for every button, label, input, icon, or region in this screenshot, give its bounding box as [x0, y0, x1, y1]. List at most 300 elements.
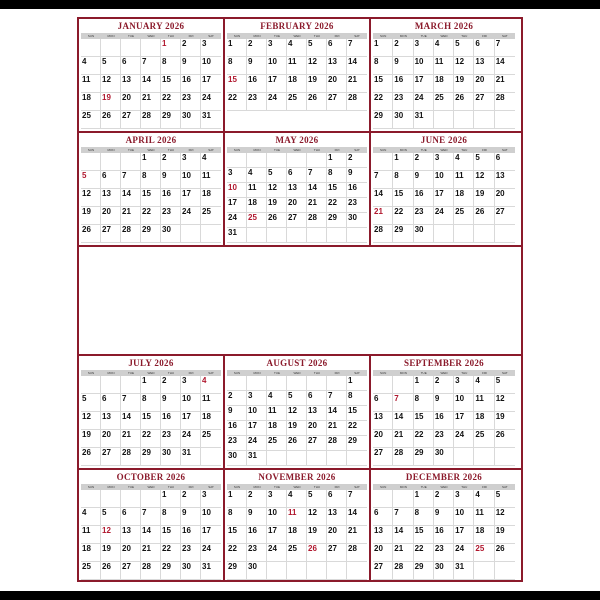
day-number: 3	[455, 490, 460, 499]
weekday-label: THU	[167, 148, 175, 152]
day-cell	[227, 376, 247, 391]
day-number: 19	[82, 207, 91, 216]
day-cell	[307, 490, 327, 508]
day-cell	[121, 207, 141, 225]
day-number: 13	[328, 57, 337, 66]
day-cell	[495, 57, 515, 75]
day-cell	[141, 153, 161, 171]
day-number: 31	[202, 562, 211, 571]
day-cell	[287, 228, 307, 243]
day-number: 24	[182, 430, 191, 439]
day-cell	[434, 57, 454, 75]
day-number: 18	[248, 198, 257, 207]
day-cell	[287, 213, 307, 228]
day-number: 14	[394, 526, 404, 535]
day-cell	[101, 75, 121, 93]
weekday-label: SUN	[379, 34, 387, 38]
weekday-label: WED	[293, 148, 301, 152]
day-number: 10	[268, 508, 277, 517]
day-cell	[181, 207, 201, 225]
weekday-label: SAT	[354, 34, 360, 38]
day-number: 7	[348, 39, 353, 48]
day-cell	[101, 508, 121, 526]
day-number: 9	[394, 57, 399, 66]
day-cell	[327, 228, 347, 243]
day-number: 7	[374, 171, 379, 180]
day-cell	[434, 544, 454, 562]
weekday-label: TUE	[420, 34, 427, 38]
day-number: 27	[122, 562, 131, 571]
day-number: 13	[475, 57, 485, 66]
day-number: 7	[308, 168, 313, 177]
day-number: 6	[122, 508, 127, 517]
day-cell	[247, 213, 267, 228]
day-number: 22	[228, 93, 237, 102]
day-number: 27	[475, 93, 485, 102]
day-cell	[307, 406, 327, 421]
month-title: MARCH 2026	[414, 21, 474, 31]
day-cell	[227, 544, 247, 562]
day-number: 9	[162, 394, 167, 403]
day-number: 23	[434, 544, 444, 553]
day-cell	[287, 93, 307, 111]
day-cell	[81, 544, 101, 562]
day-number: 25	[475, 544, 485, 553]
day-cell	[141, 57, 161, 75]
day-cell	[121, 526, 141, 544]
day-number: 21	[328, 421, 337, 430]
day-number: 3	[414, 39, 420, 48]
day-number: 25	[202, 207, 211, 216]
day-cell	[267, 198, 287, 213]
day-number: 24	[182, 207, 191, 216]
day-number: 10	[182, 394, 191, 403]
day-cell	[247, 421, 267, 436]
day-number: 19	[475, 189, 485, 198]
day-cell	[373, 171, 393, 189]
day-number: 13	[102, 412, 111, 421]
weekday-label: THU	[313, 148, 321, 152]
day-cell	[201, 93, 221, 111]
day-number: 31	[202, 111, 211, 120]
weekday-label: THU	[313, 34, 321, 38]
day-cell	[474, 171, 494, 189]
day-cell	[267, 213, 287, 228]
day-cell	[161, 171, 181, 189]
day-cell	[201, 189, 221, 207]
day-cell	[347, 93, 367, 111]
weekday-label: SAT	[208, 371, 214, 375]
day-number: 21	[348, 526, 357, 535]
day-number: 8	[162, 508, 167, 517]
day-cell	[161, 430, 181, 448]
month-title: JULY 2026	[128, 358, 174, 368]
day-cell	[327, 153, 347, 168]
day-cell	[414, 394, 434, 412]
day-cell	[434, 189, 454, 207]
day-number: 10	[455, 394, 465, 403]
day-number: 2	[162, 153, 167, 162]
day-number: 14	[394, 412, 404, 421]
day-number: 24	[455, 430, 465, 439]
day-cell	[307, 213, 327, 228]
day-cell	[227, 168, 247, 183]
day-number: 28	[394, 562, 404, 571]
day-number: 11	[475, 394, 484, 403]
day-number: 1	[348, 376, 353, 385]
day-number: 5	[268, 168, 273, 177]
day-number: 15	[142, 412, 151, 421]
day-number: 17	[434, 189, 444, 198]
day-cell	[393, 153, 413, 171]
day-cell	[161, 562, 181, 580]
day-cell	[454, 544, 474, 562]
day-number: 14	[374, 189, 383, 198]
day-number: 13	[495, 171, 505, 180]
day-number: 20	[288, 198, 297, 207]
day-number: 21	[122, 207, 131, 216]
day-cell	[201, 171, 221, 189]
day-cell	[414, 430, 434, 448]
day-cell	[307, 544, 327, 562]
day-number: 20	[495, 189, 505, 198]
day-cell	[454, 376, 474, 394]
day-number: 20	[328, 526, 337, 535]
day-cell	[307, 93, 327, 111]
weekday-label: FRI	[482, 485, 487, 489]
day-cell	[307, 436, 327, 451]
day-cell	[454, 394, 474, 412]
yearly-wall-calendar	[77, 17, 523, 582]
day-number: 4	[288, 39, 293, 48]
day-number: 15	[414, 412, 424, 421]
day-cell	[141, 394, 161, 412]
day-number: 30	[394, 111, 404, 120]
day-cell	[347, 406, 367, 421]
weekday-label: TUE	[274, 371, 280, 375]
day-number: 4	[82, 57, 87, 66]
day-cell	[347, 544, 367, 562]
day-cell	[454, 189, 474, 207]
day-cell	[474, 544, 494, 562]
day-cell	[141, 562, 161, 580]
day-cell	[247, 153, 267, 168]
day-cell	[267, 436, 287, 451]
day-number: 5	[308, 490, 313, 499]
day-cell	[307, 153, 327, 168]
day-number: 26	[495, 544, 505, 553]
day-cell	[474, 75, 494, 93]
day-cell	[347, 526, 367, 544]
day-cell	[287, 39, 307, 57]
weekday-label: WED	[440, 148, 448, 152]
day-number: 26	[268, 213, 277, 222]
day-cell	[495, 544, 515, 562]
day-cell	[327, 93, 347, 111]
day-number: 6	[288, 168, 293, 177]
day-cell	[287, 436, 307, 451]
day-cell	[247, 406, 267, 421]
day-number: 27	[374, 448, 383, 457]
day-number: 28	[348, 93, 357, 102]
day-number: 19	[455, 75, 465, 84]
weekday-label: SAT	[502, 148, 508, 152]
day-number: 6	[328, 39, 333, 48]
day-number: 19	[308, 75, 317, 84]
day-cell	[454, 490, 474, 508]
day-number: 7	[328, 391, 333, 400]
day-number: 9	[348, 168, 353, 177]
day-grid	[373, 376, 515, 466]
bottom-black-bar	[0, 591, 600, 600]
day-cell	[287, 562, 307, 580]
day-number: 20	[374, 544, 383, 553]
day-number: 20	[374, 430, 383, 439]
day-grid	[373, 39, 515, 129]
calendar-row-3	[79, 356, 521, 468]
day-cell	[327, 490, 347, 508]
weekday-label: THU	[167, 485, 175, 489]
weekday-label: MON	[253, 148, 261, 152]
day-number: 3	[268, 39, 273, 48]
day-cell	[347, 490, 367, 508]
day-number: 25	[434, 93, 444, 102]
day-number: 16	[248, 526, 257, 535]
day-number: 23	[248, 93, 257, 102]
day-grid	[81, 153, 221, 243]
day-number: 8	[348, 391, 353, 400]
day-number: 28	[394, 448, 404, 457]
day-number: 7	[495, 39, 501, 48]
day-number: 11	[202, 171, 211, 180]
day-cell	[201, 376, 221, 394]
day-cell	[474, 153, 494, 171]
day-number: 10	[268, 57, 277, 66]
day-number: 23	[162, 430, 171, 439]
day-cell	[327, 57, 347, 75]
weekday-label: THU	[461, 34, 468, 38]
day-cell	[434, 490, 454, 508]
weekday-label: SAT	[208, 34, 214, 38]
day-number: 11	[202, 394, 211, 403]
day-number: 15	[414, 526, 424, 535]
day-number: 31	[248, 451, 257, 460]
day-cell	[307, 168, 327, 183]
day-cell	[307, 198, 327, 213]
day-number: 29	[162, 111, 171, 120]
day-cell	[474, 412, 494, 430]
day-cell	[101, 430, 121, 448]
day-cell	[141, 189, 161, 207]
day-grid	[373, 153, 515, 243]
day-number: 29	[328, 213, 337, 222]
weekday-label: WED	[293, 34, 301, 38]
day-cell	[347, 451, 367, 466]
day-cell	[393, 490, 413, 508]
day-cell	[141, 412, 161, 430]
day-number: 19	[495, 412, 505, 421]
day-number: 2	[434, 376, 440, 385]
day-cell	[307, 183, 327, 198]
day-number: 11	[268, 406, 277, 415]
day-cell	[414, 412, 434, 430]
day-cell	[474, 430, 494, 448]
day-cell	[267, 376, 287, 391]
month-title: AUGUST 2026	[266, 358, 328, 368]
day-cell	[393, 225, 413, 243]
day-number: 18	[455, 189, 465, 198]
day-number: 23	[414, 207, 424, 216]
day-number: 30	[434, 448, 444, 457]
day-cell	[247, 508, 267, 526]
day-number: 6	[102, 171, 107, 180]
day-cell	[267, 228, 287, 243]
calendar-row-2	[79, 133, 521, 245]
day-cell	[454, 412, 474, 430]
day-number: 12	[475, 171, 485, 180]
day-cell	[101, 189, 121, 207]
day-cell	[454, 111, 474, 129]
day-number: 4	[288, 490, 293, 499]
day-number: 11	[288, 508, 297, 517]
day-number: 17	[182, 412, 191, 421]
day-cell	[393, 39, 413, 57]
weekday-label: FRI	[482, 148, 487, 152]
day-cell	[393, 526, 413, 544]
day-number: 15	[142, 189, 151, 198]
month-title: NOVEMBER 2026	[258, 472, 336, 482]
weekday-label: THU	[461, 148, 468, 152]
day-number: 6	[374, 508, 379, 517]
day-grid	[227, 153, 367, 243]
day-number: 12	[102, 526, 111, 535]
day-cell	[81, 225, 101, 243]
day-number: 25	[82, 111, 91, 120]
day-number: 27	[328, 544, 337, 553]
day-number: 26	[102, 562, 111, 571]
day-number: 1	[414, 376, 420, 385]
day-cell	[347, 436, 367, 451]
day-cell	[347, 508, 367, 526]
weekday-label: FRI	[188, 34, 194, 38]
day-number: 12	[268, 183, 277, 192]
day-cell	[393, 93, 413, 111]
day-grid	[227, 39, 367, 111]
day-number: 13	[102, 189, 111, 198]
weekday-label: SUN	[233, 371, 241, 375]
day-number: 16	[414, 189, 424, 198]
weekday-label: TUE	[128, 34, 134, 38]
day-number: 4	[202, 376, 207, 385]
day-cell	[247, 436, 267, 451]
day-cell	[247, 198, 267, 213]
day-cell	[327, 421, 347, 436]
day-cell	[247, 168, 267, 183]
day-cell	[434, 412, 454, 430]
day-cell	[287, 57, 307, 75]
day-cell	[247, 228, 267, 243]
day-cell	[287, 198, 307, 213]
day-number: 21	[394, 544, 404, 553]
day-cell	[373, 394, 393, 412]
weekday-label: SUN	[87, 34, 95, 38]
day-number: 30	[414, 225, 424, 234]
day-cell	[287, 508, 307, 526]
day-number: 29	[374, 111, 383, 120]
day-cell	[121, 544, 141, 562]
day-number: 22	[162, 93, 171, 102]
day-cell	[454, 562, 474, 580]
day-number: 16	[162, 412, 171, 421]
weekday-label: MON	[107, 34, 115, 38]
day-cell	[454, 225, 474, 243]
day-cell	[373, 189, 393, 207]
month-block	[371, 19, 517, 131]
day-cell	[101, 394, 121, 412]
day-number: 18	[475, 412, 485, 421]
weekday-label: THU	[461, 371, 468, 375]
day-cell	[434, 93, 454, 111]
day-number: 17	[202, 526, 211, 535]
day-number: 6	[122, 57, 127, 66]
weekday-label: SUN	[233, 148, 241, 152]
day-number: 19	[495, 526, 505, 535]
weekday-label: SUN	[87, 148, 95, 152]
weekday-label: FRI	[482, 371, 487, 375]
weekday-label: TUE	[420, 485, 427, 489]
day-cell	[181, 189, 201, 207]
day-cell	[307, 57, 327, 75]
weekday-label: FRI	[334, 371, 340, 375]
day-number: 17	[182, 189, 191, 198]
day-cell	[347, 228, 367, 243]
day-number: 13	[374, 526, 383, 535]
day-cell	[495, 189, 515, 207]
month-block	[225, 356, 371, 468]
day-number: 26	[455, 93, 465, 102]
day-cell	[495, 448, 515, 466]
day-cell	[434, 526, 454, 544]
day-number: 23	[228, 436, 237, 445]
day-cell	[414, 189, 434, 207]
day-number: 9	[248, 57, 253, 66]
day-cell	[307, 562, 327, 580]
day-cell	[307, 451, 327, 466]
day-number: 3	[434, 153, 440, 162]
day-number: 15	[348, 406, 357, 415]
day-cell	[81, 57, 101, 75]
day-cell	[101, 153, 121, 171]
day-cell	[393, 189, 413, 207]
day-cell	[495, 412, 515, 430]
day-number: 18	[202, 189, 211, 198]
day-cell	[474, 225, 494, 243]
day-number: 9	[228, 406, 233, 415]
day-cell	[414, 508, 434, 526]
day-cell	[287, 376, 307, 391]
month-block	[371, 356, 517, 468]
day-number: 2	[248, 490, 253, 499]
day-cell	[201, 57, 221, 75]
day-number: 16	[182, 75, 191, 84]
day-cell	[121, 430, 141, 448]
day-cell	[267, 93, 287, 111]
day-cell	[121, 394, 141, 412]
day-cell	[101, 376, 121, 394]
day-number: 9	[182, 57, 187, 66]
day-cell	[474, 57, 494, 75]
day-cell	[347, 153, 367, 168]
